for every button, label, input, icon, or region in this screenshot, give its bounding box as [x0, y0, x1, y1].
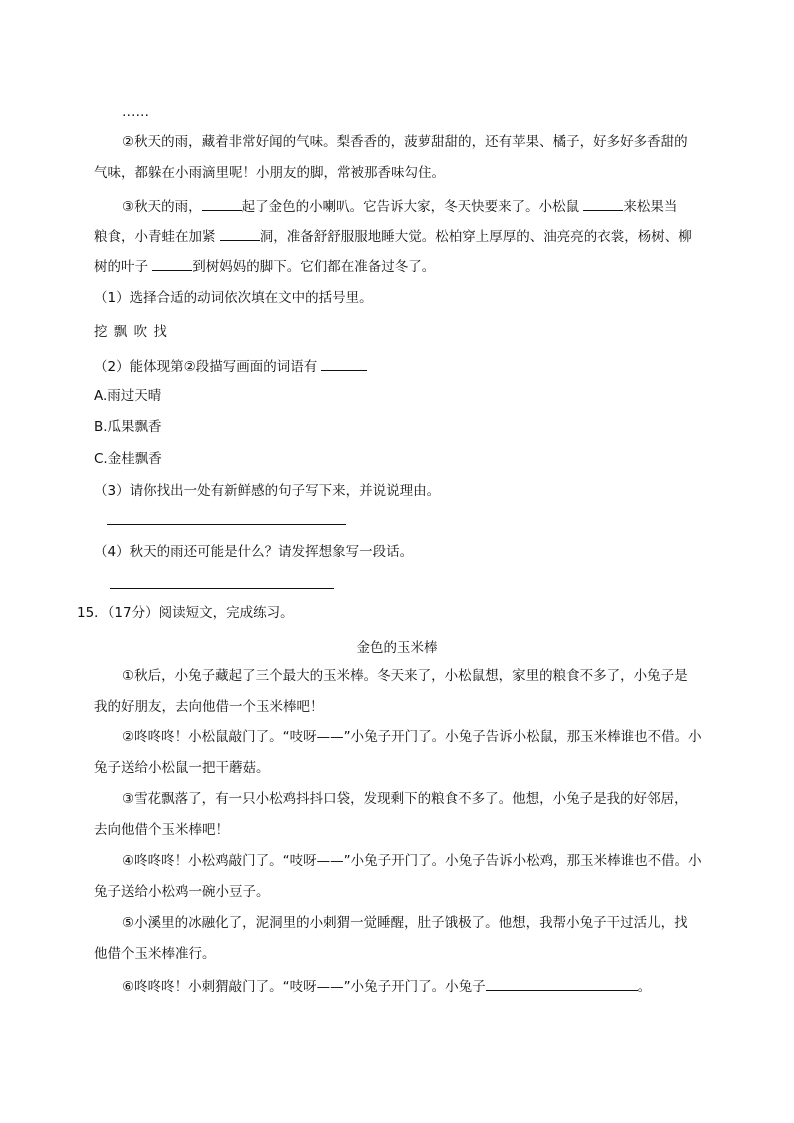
question-4: （4）秋天的雨还可能是什么？请发挥想象写一段话。 — [94, 544, 414, 560]
paragraph-3-text: 洞，准备舒舒服服地睡大觉。松柏穿上厚厚的、油亮亮的衣裳，杨树、柳 — [259, 229, 692, 245]
passage-p5-line-2: 他借个玉米棒准行。 — [94, 946, 216, 962]
passage-p3-line-2: 去向他借个玉米棒吧！ — [94, 822, 229, 838]
question-15-header: 15．（17分）阅读短文，完成练习。 — [77, 605, 294, 621]
paragraph-3-text: 起了金色的小喇叭。它告诉大家，冬天快要来了。小松鼠 — [241, 199, 584, 215]
passage-p3-line-1: ③雪花飘落了，有一只小松鸡抖抖口袋，发现剩下的粮食不多了。他想，小兔子是我的好邻居， — [122, 791, 688, 807]
question-2 — [94, 356, 367, 377]
passage-p6-text: ⑥咚咚咚！小刺猬敲门了。“吱呀——”小兔子开门了。小兔子 — [122, 979, 486, 995]
verb-options: 挖 飘 吹 找 — [94, 324, 168, 340]
passage-p2-line-2: 兔子送给小松鼠一把干蘑菇。 — [94, 760, 270, 776]
question-2-text: （2）能体现第②段描写画面的词语有 — [94, 359, 322, 375]
option-b: B.瓜果飘香 — [94, 419, 162, 435]
paragraph-2-line-1: ②秋天的雨，藏着非常好闻的气味。梨香香的，菠萝甜甜的，还有苹果、橘子，好多好多香甜的 — [122, 134, 688, 150]
paragraph-3-text: ③秋天的雨， — [122, 199, 202, 215]
answer-blank[interactable] — [321, 356, 367, 371]
question-1: （1）选择合适的动词依次填在文中的括号里。 — [94, 290, 373, 306]
passage-p1-line-1: ①秋后，小兔子藏起了三个最大的玉米棒。冬天来了，小松鼠想，家里的粮食不多了，小兔子是 — [122, 668, 688, 684]
paragraph-3-line-3 — [94, 256, 435, 277]
option-a: A.雨过天晴 — [94, 388, 162, 404]
answer-line-q4[interactable] — [110, 588, 334, 589]
paragraph-3-text: 粮食，小青蛙在加紧 — [94, 229, 220, 245]
passage-p1-line-2: 我的好朋友，去向他借一个玉米棒吧！ — [94, 699, 324, 715]
answer-blank[interactable] — [486, 976, 638, 991]
paragraph-3-text: 来松果当 — [623, 199, 678, 215]
answer-blank[interactable] — [583, 196, 623, 211]
passage-p5-line-1: ⑤小溪里的冰融化了，泥洞里的小刺猬一觉睡醒，肚子饿极了。他想，我帮小兔子干过活儿，找 — [122, 915, 688, 931]
passage-p4-line-2: 兔子送给小松鸡一碗小豆子。 — [94, 884, 270, 900]
ellipsis: …… — [122, 104, 149, 120]
paragraph-3-line-1 — [122, 196, 677, 217]
passage-p6-line-1 — [122, 976, 651, 997]
paragraph-3-text: 树的叶子 — [94, 259, 153, 275]
answer-blank[interactable] — [202, 196, 242, 211]
paragraph-3-line-2 — [94, 226, 692, 247]
passage-p4-line-1: ④咚咚咚！小松鸡敲门了。“吱呀——”小兔子开门了。小兔子告诉小松鸡，那玉米棒谁也不借。小 — [122, 853, 702, 869]
answer-blank[interactable] — [152, 256, 192, 271]
answer-blank[interactable] — [220, 226, 260, 241]
answer-line-q3[interactable] — [107, 524, 346, 525]
passage-title: 金色的玉米棒 — [356, 640, 438, 656]
paragraph-2-line-2: 气味，都躲在小雨滴里呢！小朋友的脚，常被那香味勾住。 — [94, 165, 445, 181]
question-3: （3）请你找出一处有新鲜感的句子写下来，并说说理由。 — [94, 483, 441, 499]
option-c: C.金桂飘香 — [94, 451, 162, 467]
paragraph-3-text: 到树妈妈的脚下。它们都在准备过冬了。 — [192, 259, 436, 275]
passage-p6-text: 。 — [637, 979, 652, 995]
passage-p2-line-1: ②咚咚咚！小松鼠敲门了。“吱呀——”小兔子开门了。小兔子告诉小松鼠，那玉米棒谁也不借。小 — [122, 729, 702, 745]
